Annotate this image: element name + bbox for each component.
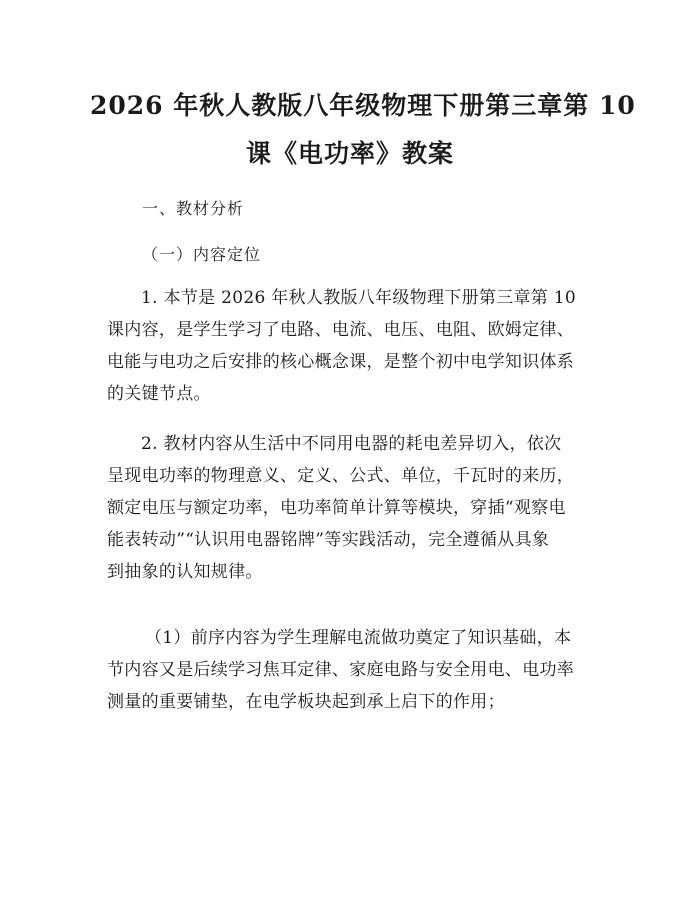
document-title-line-1: 2026 年秋人教版八年级物理下册第三章第 10: [90, 91, 636, 120]
paragraph-2: [107, 428, 600, 588]
paragraph-3-line: 节内容又是后续学习焦耳定律、家庭电路与安全用电、电功率: [107, 660, 575, 680]
paragraph-2-line: 能表转动”“认识用电器铭牌”等实践活动，完全遵循从具象: [107, 530, 550, 550]
paragraph-2-line: 2. 教材内容从生活中不同用电器的耗电差异切入，依次: [141, 434, 562, 454]
paragraph-1-line: 电能与电功之后安排的核心概念课，是整个初中电学知识体系: [107, 352, 575, 372]
paragraph-3: [107, 622, 600, 718]
paragraph-2-line: 额定电压与额定功率，电功率简单计算等模块，穿插“观察电: [107, 498, 566, 518]
document-title-line-2: 课《电功率》教案: [245, 139, 454, 168]
paragraph-3-line: （1）前序内容为学生理解电流做功奠定了知识基础，本: [145, 628, 572, 648]
paragraph-2-line: 到抽象的认知规律。: [107, 562, 263, 582]
paragraph-1-line: 课内容，是学生学习了电路、电流、电压、电阻、欧姆定律、: [107, 320, 575, 340]
subsection-heading-content-positioning: （一）内容定位: [142, 245, 262, 264]
section-heading-textbook-analysis: 一、教材分析: [142, 199, 245, 218]
paragraph-1-line: 的关键节点。: [107, 384, 211, 404]
paragraph-1: [107, 282, 600, 410]
paragraph-1-line: 1. 本节是 2026 年秋人教版八年级物理下册第三章第 10: [141, 288, 577, 308]
paragraph-2-line: 呈现电功率的物理意义、定义、公式、单位，千瓦时的来历，: [107, 466, 575, 486]
paragraph-3-line: 测量的重要铺垫，在电学板块起到承上启下的作用；: [107, 692, 505, 712]
